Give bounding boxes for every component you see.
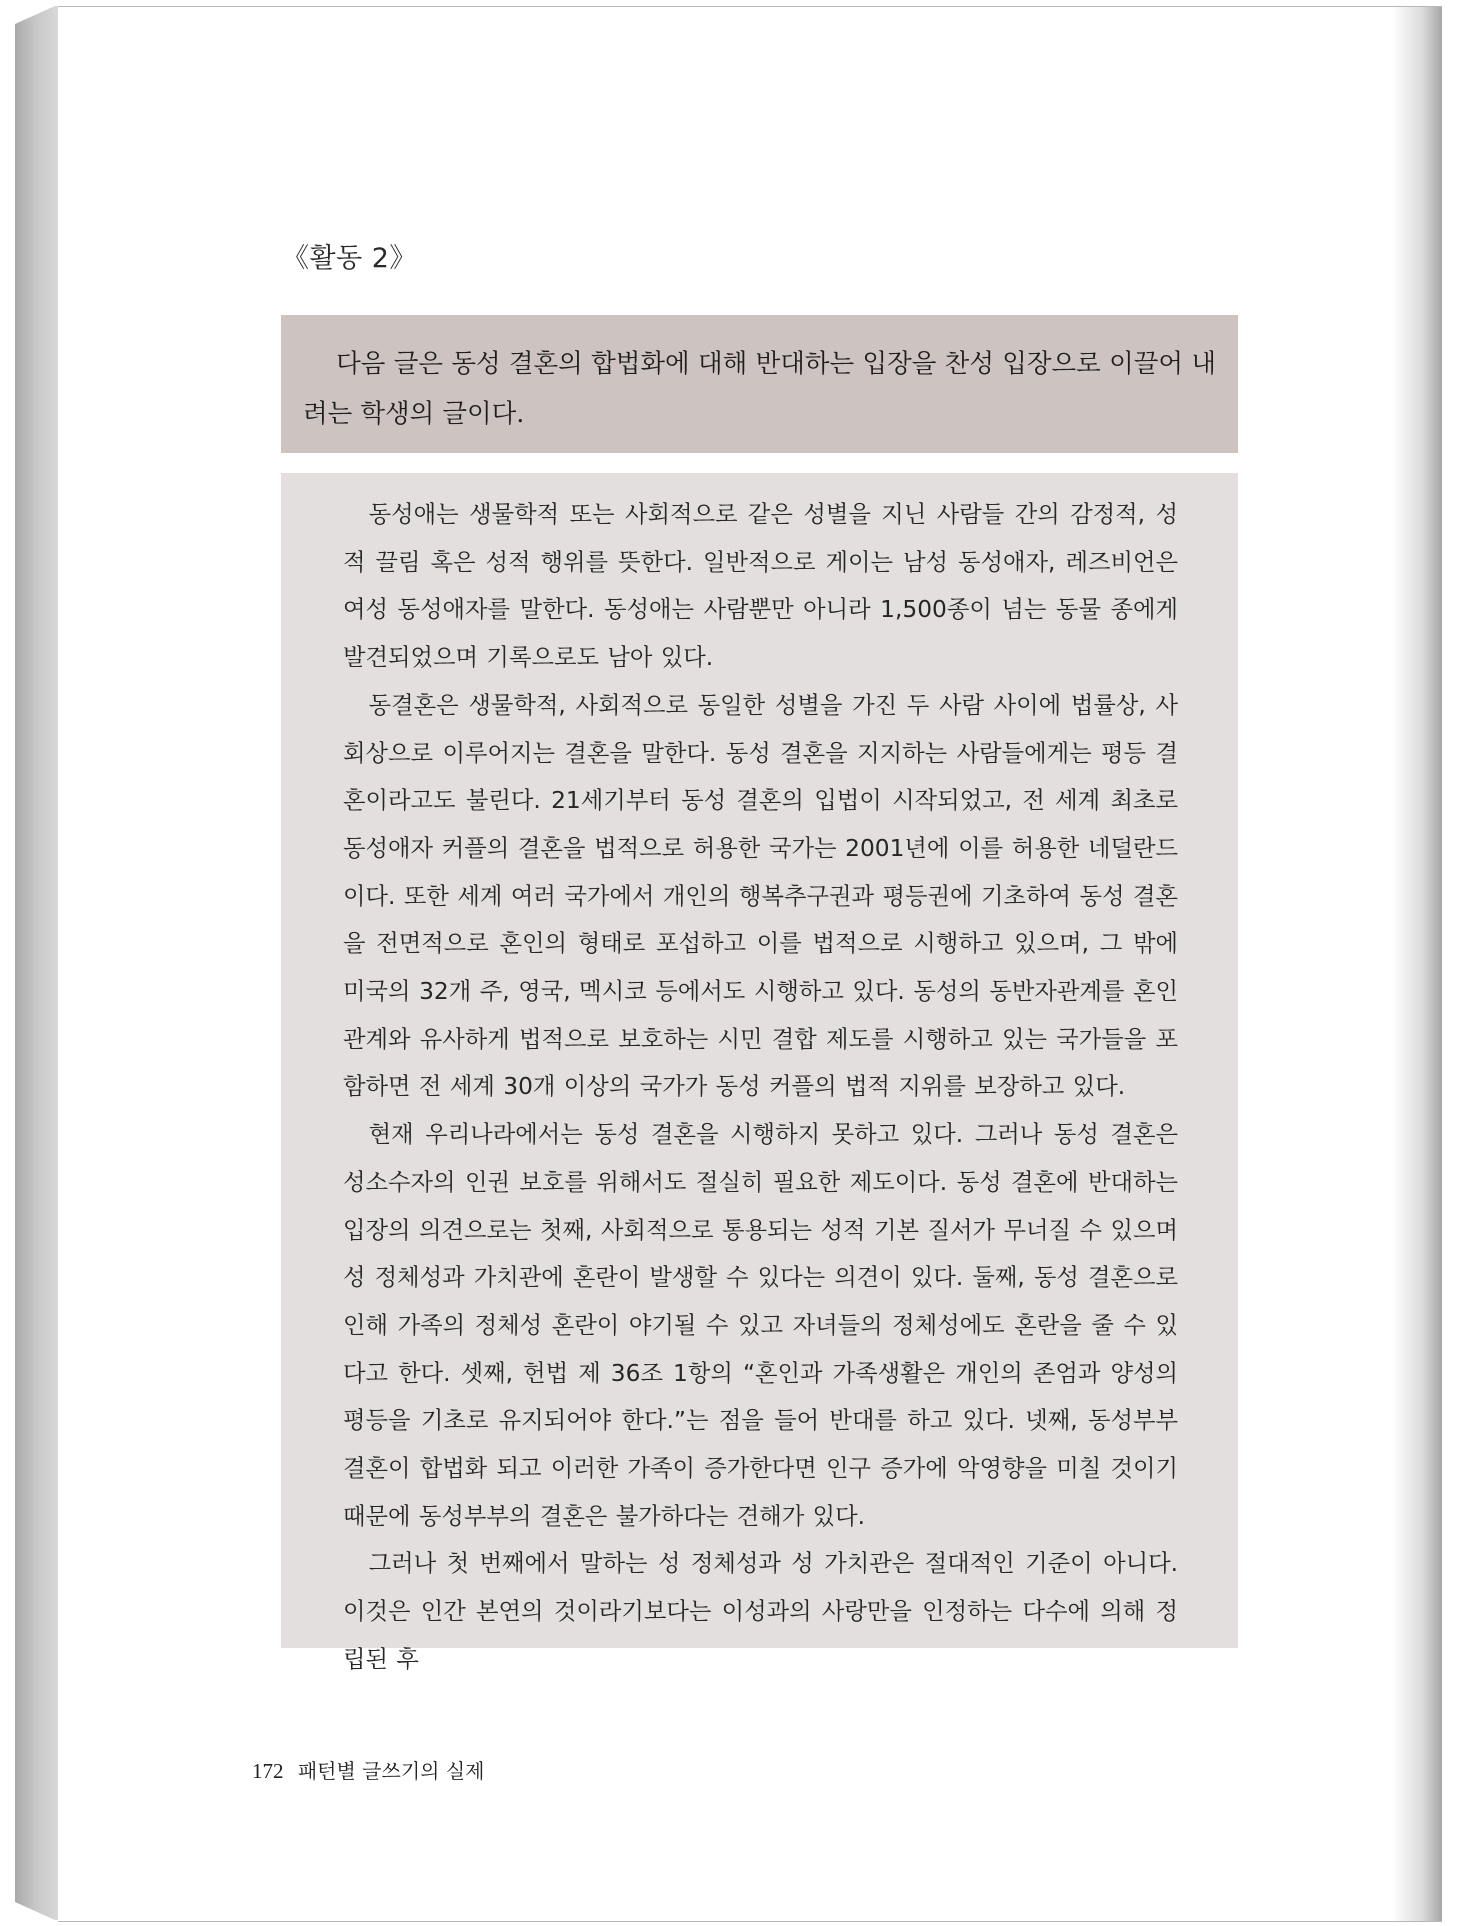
page-edge-shadow <box>1392 7 1442 1921</box>
passage-paragraph-4: 그러나 첫 번째에서 말하는 성 정체성과 성 가치관은 절대적인 기준이 아니다. 이것은 인간 본연의 것이라기보다는 이성과의 사랑만을 인정하는 다수에 의해 정립된 후 <box>343 1550 1178 1673</box>
page-footer <box>252 1755 484 1784</box>
book-spine-edge <box>15 6 59 1920</box>
prompt-box: 다음 글은 동성 결혼의 합법화에 대해 반대하는 입장을 찬성 입장으로 이끌어 내려는 학생의 글이다. <box>281 315 1238 453</box>
passage-paragraph-1: 동성애는 생물학적 또는 사회적으로 같은 성별을 지닌 사람들 간의 감정적, 성적 끌림 혹은 성적 행위를 뜻한다. 일반적으로 게이는 남성 동성애자, 레즈비언은 여성 동성애자를 말한다. 동성애는 사람뿐만 아니라 1,500종이 넘는 동물 종에게 발견되었으며 기록으로도 남아 있다. <box>343 501 1178 672</box>
page-number: 172 <box>252 1759 284 1783</box>
book-title: 패턴별 글쓰기의 실제 <box>297 1759 485 1783</box>
passage-paragraph-2: 동결혼은 생물학적, 사회적으로 동일한 성별을 가진 두 사람 사이에 법률상, 사회상으로 이루어지는 결혼을 말한다. 동성 결혼을 지지하는 사람들에게는 평등 결혼이라고도 불린다. 21세기부터 동성 결혼의 입법이 시작되었고, 전 세계 최초로 동성애자 커플의 결혼을 법적으로 허용한 국가는 2001년에 이를 허용한 네덜란드이다. 또한 세계 여러 국가에서 개인의 행복추구권과 평등권에 기초하여 동성 결혼을 전면적으로 혼인의 형태로 포섭하고 이를 법적으로 시행하고 있으며, 그 밖에 미국의 32개 주, 영국, 멕시코 등에서도 시행하고 있다. 동성의 동반자관계를 혼인관계와 유사하게 법적으로 보호하는 시민 결합 제도를 시행하고 있는 국가들을 포함하면 전 세계 30개 이상의 국가가 동성 커플의 법적 지위를 보장하고 있다. <box>343 691 1178 1101</box>
passage-box <box>281 473 1238 1673</box>
activity-title: 《활동 2》 <box>282 243 417 274</box>
passage-paragraph-3: 현재 우리나라에서는 동성 결혼을 시행하지 못하고 있다. 그러나 동성 결혼은 성소수자의 인권 보호를 위해서도 절실히 필요한 제도이다. 동성 결혼에 반대하는 입장의 의견으로는 첫째, 사회적으로 통용되는 성적 기본 질서가 무너질 수 있으며 성 정체성과 가치관에 혼란이 발생할 수 있다는 의견이 있다. 둘째, 동성 결혼으로 인해 가족의 정체성 혼란이 야기될 수 있고 자녀들의 정체성에도 혼란을 줄 수 있다고 한다. 셋째, 헌법 제 36조 1항의 “혼인과 가족생활은 개인의 존엄과 양성의 평등을 기초로 유지되어야 한다.”는 점을 들어 반대를 하고 있다. 넷째, 동성부부 결혼이 합법화 되고 이러한 가족이 증가한다면 인구 증가에 악영향을 미칠 것이기 때문에 동성부부의 결혼은 불가하다는 견해가 있다. <box>343 1121 1178 1530</box>
